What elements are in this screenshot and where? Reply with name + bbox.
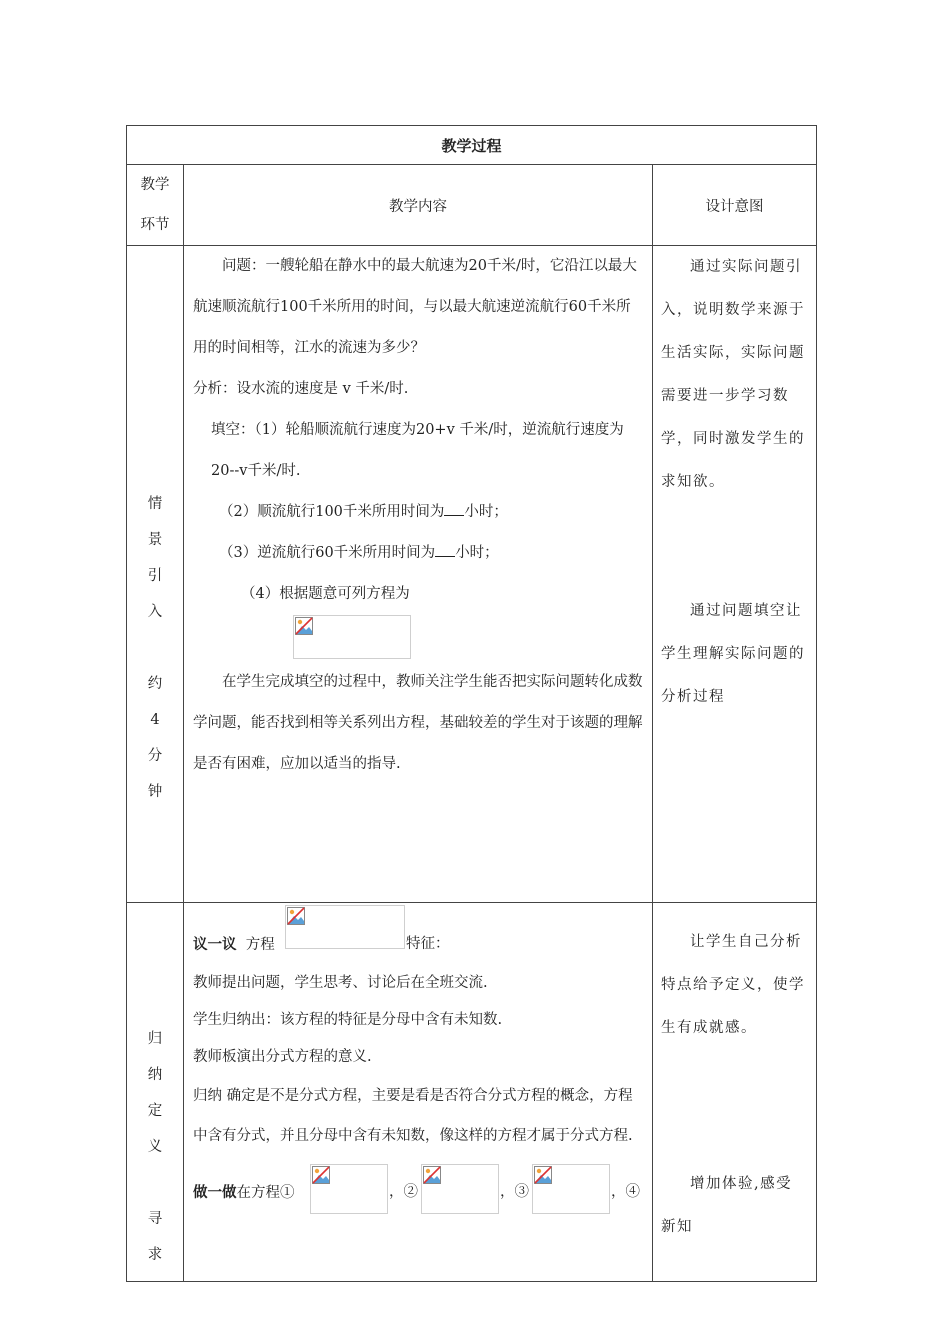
summary-text: 归纳 确定是不是分式方程，主要是看是否符合分式方程的概念，方程中含有分式，并且分母中含有未知数，像这样的方程才属于分式方程. bbox=[193, 1088, 633, 1144]
equation-image-placeholder bbox=[532, 1164, 610, 1214]
stage-char: 义 bbox=[147, 1139, 163, 1155]
stage-intro bbox=[127, 246, 184, 903]
stage-char: 4 bbox=[150, 712, 160, 728]
stage-char: 情 bbox=[147, 496, 163, 512]
define-intent bbox=[653, 903, 817, 1282]
do-sep: ，② bbox=[389, 1184, 418, 1200]
stage-char: 约 bbox=[147, 676, 163, 692]
intent-text: 通过实际问题引入，说明数学来源于生活实际，实际问题需要进一步学习数学，同时激发学生的求知欲。 bbox=[661, 259, 805, 490]
stage-spacer bbox=[127, 630, 183, 666]
discuss-suffix: 特征： bbox=[406, 936, 450, 952]
fill-2-text: （2）顺流航行100千米所用时间为 bbox=[219, 504, 445, 520]
broken-image-icon bbox=[534, 1166, 552, 1184]
stage-char: 归 bbox=[147, 1031, 163, 1047]
fill-3 bbox=[193, 533, 644, 574]
broken-image-icon bbox=[423, 1166, 441, 1184]
equation-image-row bbox=[193, 615, 644, 665]
stage-char: 纳 bbox=[147, 1067, 163, 1083]
header-stage-line1: 教学 bbox=[140, 177, 170, 193]
closing-text: 在学生完成填空的过程中，教师关注学生能否把实际问题转化成数学问题，能否找到相等关系列出方程，基础较差的学生对于该题的理解是否有困难，应加以适当的指导. bbox=[193, 674, 643, 772]
fill-4: （4）根据题意可列方程为 bbox=[241, 586, 410, 602]
equation-image-placeholder bbox=[421, 1164, 499, 1214]
fill-1-unit: 千米/时. bbox=[247, 463, 301, 479]
fill-3-unit: 小时； bbox=[455, 545, 499, 561]
header-stage-line2: 环节 bbox=[140, 217, 170, 233]
fill-1 bbox=[193, 410, 644, 492]
section-intro-row bbox=[127, 246, 817, 903]
intent-text: 让学生自己分析特点给予定义，使学生有成就感。 bbox=[661, 934, 805, 1036]
section-define-row bbox=[127, 903, 817, 1282]
table-title-row bbox=[127, 126, 817, 165]
discuss-prefix bbox=[193, 926, 275, 964]
stage-char: 引 bbox=[147, 568, 163, 584]
intro-content bbox=[184, 246, 653, 903]
define-line: 教师提出问题，学生思考、讨论后在全班交流. bbox=[193, 975, 488, 991]
table-header-row bbox=[127, 165, 817, 246]
do-prefix bbox=[193, 1174, 295, 1212]
header-content: 教学内容 bbox=[184, 165, 653, 246]
analysis-text: 分析：设水流的速度是 v 千米/时. bbox=[193, 381, 409, 397]
stage-char: 寻 bbox=[147, 1211, 163, 1227]
stage-char: 钟 bbox=[147, 784, 163, 800]
define-content bbox=[184, 903, 653, 1282]
fill-3-text: （3）逆流航行60千米所用时间为 bbox=[219, 545, 436, 561]
blank-line bbox=[444, 515, 464, 516]
fill-1-text: 填空：（1）轮船顺流航行速度为20+v 千米/时，逆流航行速度为20--v bbox=[211, 422, 624, 479]
fill-2-unit: 小时； bbox=[464, 504, 508, 520]
intent-text: 增加体验,感受新知 bbox=[661, 1176, 793, 1235]
do-text: 在方程① bbox=[236, 1185, 295, 1201]
discuss-text: 方程 bbox=[245, 937, 275, 953]
broken-image-icon bbox=[295, 617, 313, 635]
table-title: 教学过程 bbox=[127, 126, 817, 165]
stage-char: 求 bbox=[147, 1247, 163, 1263]
equation-image-placeholder bbox=[285, 905, 405, 949]
do-sep: ，④ bbox=[611, 1184, 640, 1200]
broken-image-icon bbox=[287, 907, 305, 925]
teaching-process-table bbox=[126, 125, 817, 1282]
intro-intent bbox=[653, 246, 817, 903]
do-line bbox=[193, 1162, 644, 1242]
stage-spacer bbox=[127, 1165, 183, 1201]
do-label: 做一做 bbox=[193, 1184, 237, 1201]
stage-define bbox=[127, 903, 184, 1282]
discuss-line bbox=[193, 903, 644, 965]
fill-2 bbox=[193, 492, 644, 533]
discuss-label: 议一议 bbox=[193, 936, 237, 953]
stage-char: 景 bbox=[147, 532, 163, 548]
header-stage bbox=[127, 165, 184, 246]
problem-text: 问题：一艘轮船在静水中的最大航速为20千米/时，它沿江以最大航速顺流航行100千米所用的时间，与以最大航速逆流航行60千米所用的时间相等，江水的流速为多少？ bbox=[193, 258, 637, 356]
broken-image-icon bbox=[312, 1166, 330, 1184]
define-line: 学生归纳出：该方程的特征是分母中含有未知数. bbox=[193, 1012, 503, 1028]
equation-image-placeholder bbox=[293, 615, 411, 659]
define-line: 教师板演出分式方程的意义. bbox=[193, 1049, 372, 1065]
header-intent: 设计意图 bbox=[653, 165, 817, 246]
equation-image-placeholder bbox=[310, 1164, 388, 1214]
stage-char: 定 bbox=[147, 1103, 163, 1119]
stage-char: 入 bbox=[147, 604, 163, 620]
blank-line bbox=[435, 556, 455, 557]
stage-char: 分 bbox=[147, 748, 163, 764]
intent-text: 通过问题填空让学生理解实际问题的分析过程 bbox=[661, 603, 805, 705]
do-sep: ，③ bbox=[500, 1184, 529, 1200]
